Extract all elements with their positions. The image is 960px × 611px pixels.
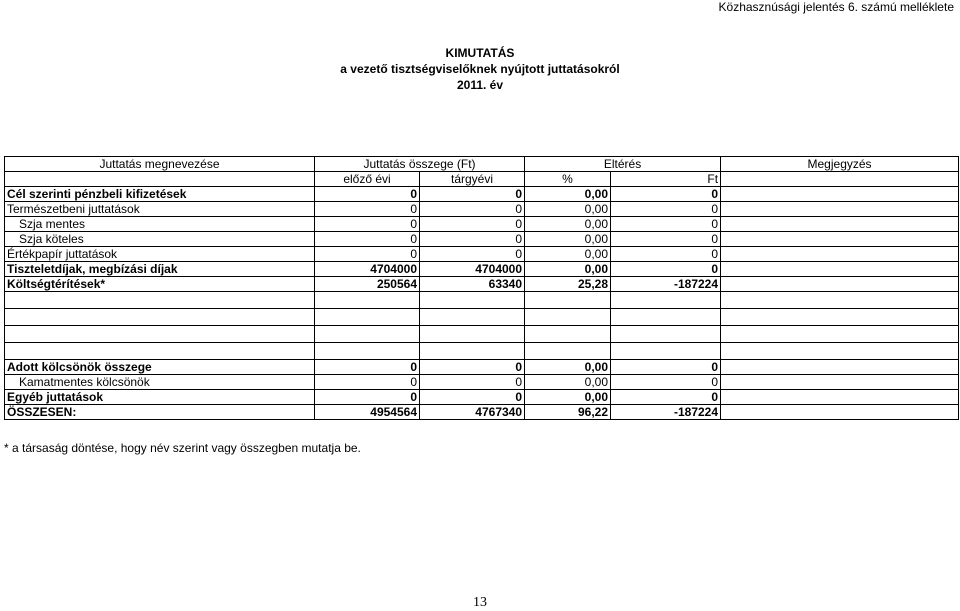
col-header-name: Juttatás megnevezése <box>5 157 315 172</box>
row-pct: 0,00 <box>525 390 611 405</box>
col-header-diff: Eltérés <box>525 157 721 172</box>
table-row <box>5 247 959 262</box>
col-header-curr: tárgyévi <box>420 172 525 187</box>
row-note <box>721 202 959 217</box>
col-header-prev: előző évi <box>315 172 420 187</box>
row-note <box>721 187 959 202</box>
blank-row <box>5 292 959 309</box>
row-prev: 4954564 <box>315 405 420 420</box>
row-note <box>721 277 959 292</box>
blank-row <box>5 343 959 360</box>
doc-year: 2011. év <box>456 78 504 92</box>
row-ft: 0 <box>611 262 721 277</box>
row-note <box>721 217 959 232</box>
row-pct: 0,00 <box>525 187 611 202</box>
row-prev: 0 <box>315 202 420 217</box>
row-curr: 0 <box>420 202 525 217</box>
col-header-note: Megjegyzés <box>721 157 959 172</box>
header-note: Közhasznúsági jelentés 6. számú melléklete <box>718 0 954 14</box>
row-prev: 0 <box>315 360 420 375</box>
table-row <box>5 232 959 247</box>
row-label: Költségtérítések* <box>5 277 315 292</box>
blank-row <box>5 326 959 343</box>
row-note <box>721 247 959 262</box>
row-prev: 0 <box>315 232 420 247</box>
row-note <box>721 232 959 247</box>
row-pct: 0,00 <box>525 375 611 390</box>
row-prev: 250564 <box>315 277 420 292</box>
header-row-1 <box>5 157 959 172</box>
row-pct: 0,00 <box>525 262 611 277</box>
row-prev: 0 <box>315 390 420 405</box>
row-label: Tiszteletdíjak, megbízási díjak <box>5 262 315 277</box>
col-header-ft: Ft <box>611 172 721 187</box>
row-pct: 0,00 <box>525 217 611 232</box>
row-label: Természetbeni juttatások <box>5 202 315 217</box>
table-row <box>5 375 959 390</box>
row-ft: 0 <box>611 360 721 375</box>
row-label: Adott kölcsönök összege <box>5 360 315 375</box>
row-note <box>721 262 959 277</box>
page-number: 13 <box>473 595 487 610</box>
row-ft: 0 <box>611 232 721 247</box>
row-prev: 0 <box>315 375 420 390</box>
row-ft: 0 <box>611 375 721 390</box>
row-prev: 0 <box>315 217 420 232</box>
table-row <box>5 187 959 202</box>
row-label: Kamatmentes kölcsönök <box>5 375 315 390</box>
row-note <box>721 390 959 405</box>
row-pct: 0,00 <box>525 360 611 375</box>
col-header-amount: Juttatás összege (Ft) <box>315 157 525 172</box>
row-prev: 0 <box>315 247 420 262</box>
table-row <box>5 390 959 405</box>
row-ft: 0 <box>611 187 721 202</box>
row-curr: 0 <box>420 375 525 390</box>
col-header-pct: % <box>525 172 611 187</box>
row-ft: 0 <box>611 202 721 217</box>
row-pct: 96,22 <box>525 405 611 420</box>
row-label: Egyéb juttatások <box>5 390 315 405</box>
row-ft: -187224 <box>611 277 721 292</box>
row-pct: 25,28 <box>525 277 611 292</box>
doc-title: KIMUTATÁS <box>445 46 515 60</box>
row-label: Értékpapír juttatások <box>5 247 315 262</box>
row-ft: 0 <box>611 390 721 405</box>
table-row <box>5 360 959 375</box>
row-note <box>721 375 959 390</box>
row-pct: 0,00 <box>525 202 611 217</box>
row-label: Szja köteles <box>5 232 315 247</box>
row-curr: 63340 <box>420 277 525 292</box>
row-pct: 0,00 <box>525 247 611 262</box>
row-curr: 0 <box>420 390 525 405</box>
table-row <box>5 277 959 292</box>
benefits-table <box>4 156 959 420</box>
row-label: ÖSSZESEN: <box>5 405 315 420</box>
table-row <box>5 202 959 217</box>
table-row <box>5 262 959 277</box>
row-pct: 0,00 <box>525 232 611 247</box>
row-curr: 0 <box>420 217 525 232</box>
row-prev: 0 <box>315 187 420 202</box>
row-note <box>721 405 959 420</box>
row-label: Cél szerinti pénzbeli kifizetések <box>5 187 315 202</box>
total-row <box>5 405 959 420</box>
blank-row <box>5 309 959 326</box>
doc-subtitle: a vezető tisztségviselőknek nyújtott juttatásokról <box>340 62 620 76</box>
row-ft: -187224 <box>611 405 721 420</box>
row-curr: 4767340 <box>420 405 525 420</box>
row-note <box>721 360 959 375</box>
row-curr: 4704000 <box>420 262 525 277</box>
header-row-2 <box>5 172 959 187</box>
row-prev: 4704000 <box>315 262 420 277</box>
row-label: Szja mentes <box>5 217 315 232</box>
footnote: * a társaság döntése, hogy név szerint vagy összegben mutatja be. <box>4 441 361 455</box>
row-curr: 0 <box>420 360 525 375</box>
row-curr: 0 <box>420 247 525 262</box>
row-curr: 0 <box>420 232 525 247</box>
row-ft: 0 <box>611 247 721 262</box>
row-curr: 0 <box>420 187 525 202</box>
table-row <box>5 217 959 232</box>
row-ft: 0 <box>611 217 721 232</box>
